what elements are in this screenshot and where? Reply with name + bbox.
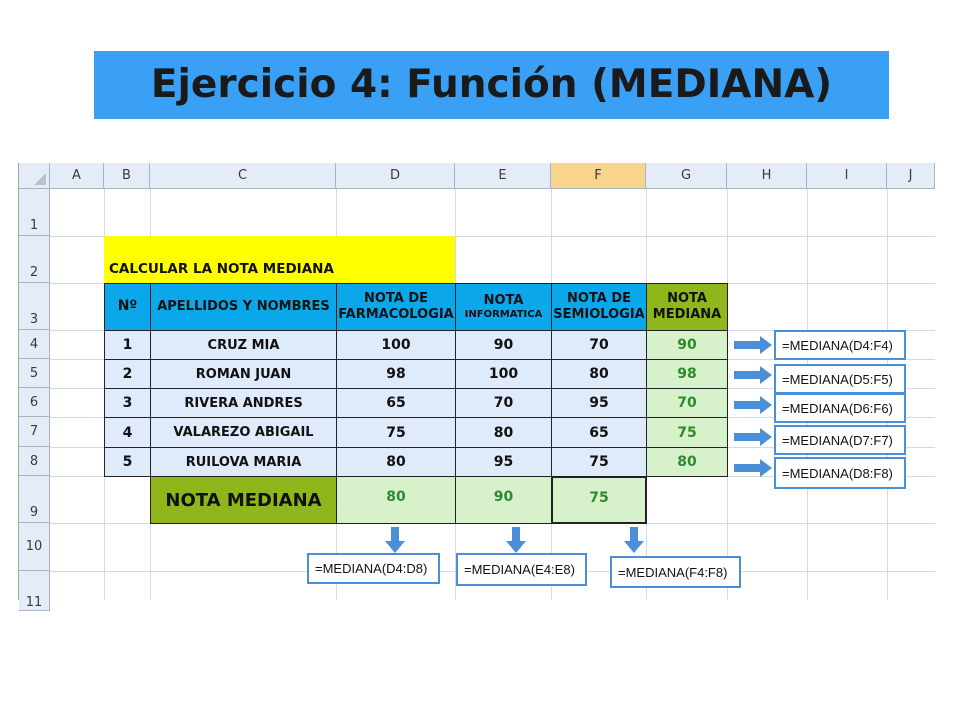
row-number[interactable]: 1 — [104, 330, 151, 360]
student-name[interactable]: RIVERA ANDRES — [150, 388, 337, 418]
row-header-1[interactable]: 1 — [19, 189, 50, 236]
row-header-7[interactable]: 7 — [19, 417, 50, 447]
median-value[interactable]: 75 — [646, 417, 728, 448]
row-header-10[interactable]: 10 — [19, 523, 50, 571]
grade-informatica[interactable]: 70 — [455, 388, 552, 418]
header-mediana-top: NOTA — [667, 290, 707, 306]
row-header-8[interactable]: 8 — [19, 447, 50, 476]
header-farmacologia-bottom: FARMACOLOGIA — [338, 307, 454, 322]
row-header-4[interactable]: 4 — [19, 330, 50, 359]
header-mediana[interactable] — [646, 283, 728, 331]
formula-column-d[interactable]: =MEDIANA(D4:D8) — [307, 553, 440, 584]
median-value[interactable]: 80 — [646, 447, 728, 477]
grade-informatica[interactable]: 90 — [455, 330, 552, 360]
header-farmacologia[interactable] — [336, 283, 456, 331]
row-number[interactable]: 4 — [104, 417, 151, 448]
row-header-2[interactable]: 2 — [19, 236, 50, 283]
table-title[interactable]: CALCULAR LA NOTA MEDIANA — [104, 236, 455, 283]
title-banner — [94, 51, 889, 119]
arrow-right-icon — [734, 366, 772, 384]
median-farmacologia[interactable]: 80 — [336, 476, 456, 524]
row-header-3[interactable]: 3 — [19, 283, 50, 330]
formula-row-4[interactable]: =MEDIANA(D4:F4) — [774, 330, 906, 360]
header-informatica[interactable] — [455, 283, 552, 331]
grade-farmacologia[interactable]: 65 — [336, 388, 456, 418]
arrow-right-icon — [734, 336, 772, 354]
arrow-down-icon — [506, 527, 526, 553]
formula-row-6[interactable]: =MEDIANA(D6:F6) — [774, 393, 906, 423]
median-value[interactable]: 98 — [646, 359, 728, 389]
formula-column-f[interactable]: =MEDIANA(F4:F8) — [610, 556, 741, 588]
row-header-5[interactable]: 5 — [19, 359, 50, 388]
arrow-right-icon — [734, 396, 772, 414]
column-header-j[interactable]: J — [887, 163, 935, 189]
select-all-corner[interactable] — [19, 163, 50, 189]
grade-farmacologia[interactable]: 80 — [336, 447, 456, 477]
header-names[interactable]: APELLIDOS Y NOMBRES — [150, 283, 337, 331]
formula-column-e[interactable]: =MEDIANA(E4:E8) — [456, 553, 587, 586]
student-name[interactable]: VALAREZO ABIGAIL — [150, 417, 337, 448]
column-header-e[interactable]: E — [455, 163, 551, 189]
grade-informatica[interactable]: 100 — [455, 359, 552, 389]
header-informatica-top: NOTA — [483, 292, 524, 308]
arrow-down-icon — [624, 527, 644, 553]
median-informatica[interactable]: 90 — [455, 476, 552, 524]
row-number[interactable]: 3 — [104, 388, 151, 418]
header-semiologia[interactable] — [551, 283, 647, 331]
median-semiologia-selected[interactable]: 75 — [551, 476, 647, 524]
row-header-11[interactable]: 11 — [19, 571, 50, 611]
formula-row-5[interactable]: =MEDIANA(D5:F5) — [774, 364, 906, 394]
grade-semiologia[interactable]: 65 — [551, 417, 647, 448]
header-number[interactable]: Nº — [104, 283, 151, 331]
column-header-a[interactable]: A — [50, 163, 104, 189]
student-name[interactable]: ROMAN JUAN — [150, 359, 337, 389]
grade-semiologia[interactable]: 80 — [551, 359, 647, 389]
row-number[interactable]: 5 — [104, 447, 151, 477]
median-row-label[interactable]: NOTA MEDIANA — [150, 476, 337, 524]
grade-informatica[interactable]: 80 — [455, 417, 552, 448]
header-semiologia-top: NOTA DE — [566, 290, 632, 306]
row-header-6[interactable]: 6 — [19, 388, 50, 417]
page-title: Ejercicio 4: Función (MEDIANA) — [150, 62, 833, 107]
formula-row-7[interactable]: =MEDIANA(D7:F7) — [774, 425, 906, 455]
header-mediana-bottom: MEDIANA — [652, 307, 722, 322]
median-value[interactable]: 90 — [646, 330, 728, 360]
header-farmacologia-top: NOTA DE — [363, 290, 429, 306]
row-number[interactable]: 2 — [104, 359, 151, 389]
arrow-right-icon — [734, 459, 772, 477]
arrow-down-icon — [385, 527, 405, 553]
header-informatica-bottom: INFORMATICA — [464, 308, 543, 320]
column-header-b[interactable]: B — [104, 163, 150, 189]
grade-semiologia[interactable]: 70 — [551, 330, 647, 360]
grade-semiologia[interactable]: 95 — [551, 388, 647, 418]
column-header-h[interactable]: H — [727, 163, 807, 189]
column-header-f[interactable]: F — [551, 163, 646, 189]
student-name[interactable]: RUILOVA MARIA — [150, 447, 337, 477]
column-header-i[interactable]: I — [807, 163, 887, 189]
header-semiologia-bottom: SEMIOLOGIA — [553, 307, 645, 322]
student-name[interactable]: CRUZ MIA — [150, 330, 337, 360]
column-header-c[interactable]: C — [150, 163, 336, 189]
grade-farmacologia[interactable]: 100 — [336, 330, 456, 360]
grade-semiologia[interactable]: 75 — [551, 447, 647, 477]
column-header-d[interactable]: D — [336, 163, 455, 189]
grade-farmacologia[interactable]: 75 — [336, 417, 456, 448]
arrow-right-icon — [734, 428, 772, 446]
grade-farmacologia[interactable]: 98 — [336, 359, 456, 389]
column-header-g[interactable]: G — [646, 163, 727, 189]
formula-row-8[interactable]: =MEDIANA(D8:F8) — [774, 457, 906, 489]
median-value[interactable]: 70 — [646, 388, 728, 418]
grade-informatica[interactable]: 95 — [455, 447, 552, 477]
row-header-9[interactable]: 9 — [19, 476, 50, 523]
